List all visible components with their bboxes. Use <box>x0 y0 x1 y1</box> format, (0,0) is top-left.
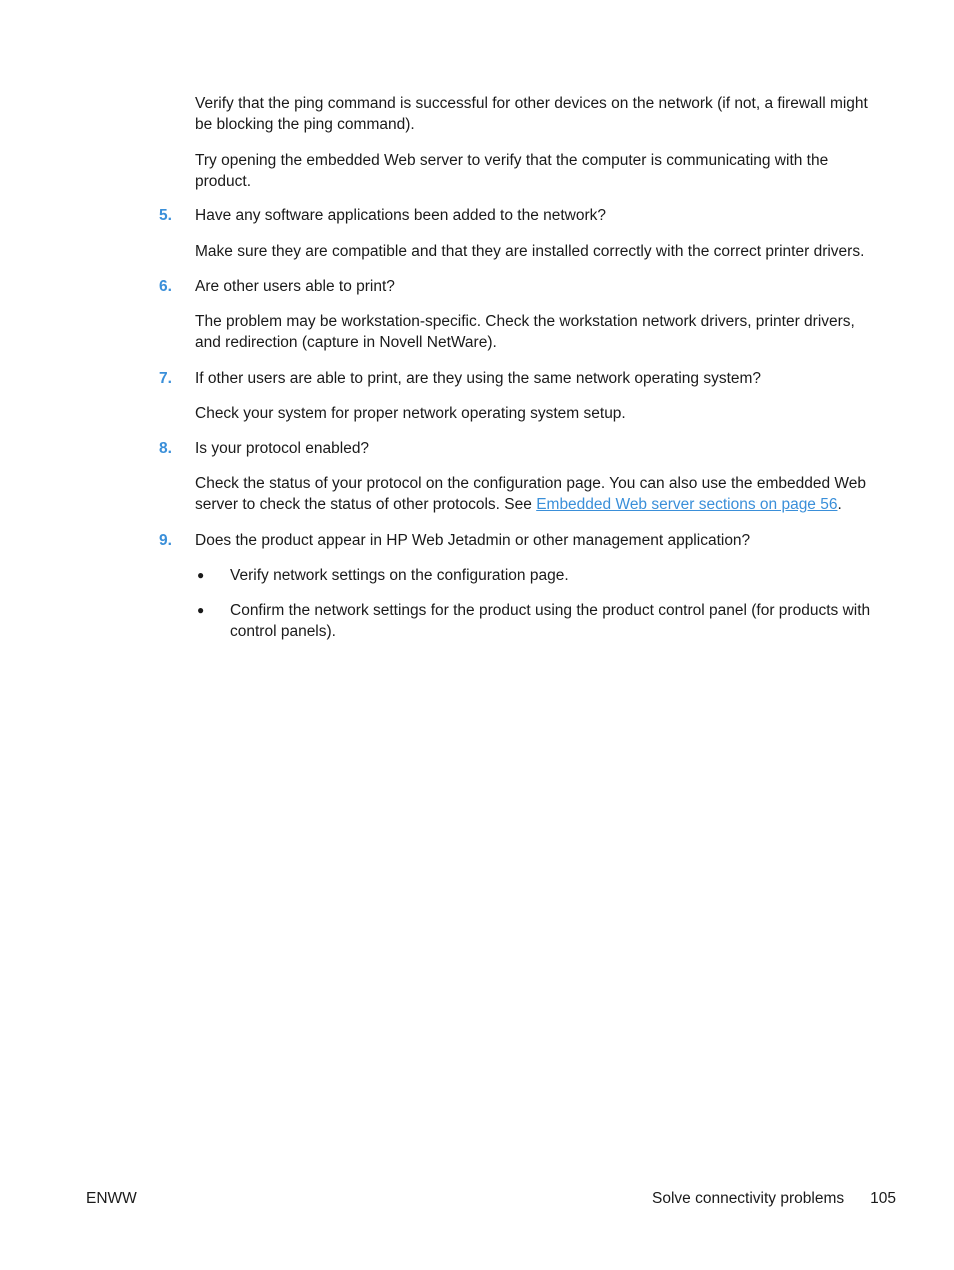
bullet-text: Confirm the network settings for the product using the product control panel (for products with control panels). <box>230 602 871 640</box>
footer-right <box>652 1188 896 1209</box>
step-question: Have any software applications been added to the network? <box>195 207 607 224</box>
step-number: 8. <box>159 440 172 457</box>
step-question: If other users are able to print, are they using the same network operating system? <box>195 370 762 387</box>
footer-section-title: Solve connectivity problems <box>652 1190 845 1207</box>
step-question: Are other users able to print? <box>195 278 395 295</box>
paragraph-ews-verify: Try opening the embedded Web server to verify that the computer is communicating with the product. <box>195 152 829 190</box>
step-number: 9. <box>159 532 172 549</box>
bullet-dot-icon: ● <box>197 603 205 617</box>
step-8-answer <box>195 473 885 515</box>
step-number: 7. <box>159 370 172 387</box>
step-6-answer: The problem may be workstation-specific. Check the workstation network drivers, printer drivers, and redirection (capture in Novell NetWare). <box>195 313 855 351</box>
page-number: 105 <box>870 1190 896 1207</box>
step-8-answer-text: Check the status of your protocol on the configuration page. You can also use the embedded Web server to check the status of other protocols. See <box>195 475 866 513</box>
step-question: Is your protocol enabled? <box>195 440 370 457</box>
bullet-dot-icon: ● <box>197 568 205 582</box>
step-number: 5. <box>159 207 172 224</box>
step-5-answer: Make sure they are compatible and that they are installed correctly with the correct printer drivers. <box>195 243 865 260</box>
step-question: Does the product appear in HP Web Jetadmin or other management application? <box>195 532 751 549</box>
step-number: 6. <box>159 278 172 295</box>
footer-enww: ENWW <box>86 1190 137 1207</box>
step-7-answer: Check your system for proper network operating system setup. <box>195 405 626 422</box>
paragraph-ping-verify: Verify that the ping command is successful for other devices on the network (if not, a firewall might be blocking the ping command). <box>195 95 868 133</box>
step-8-answer-end: . <box>837 496 842 513</box>
ews-sections-link[interactable]: Embedded Web server sections on page 56 <box>536 496 838 513</box>
bullet-text: Verify network settings on the configuration page. <box>230 567 569 584</box>
